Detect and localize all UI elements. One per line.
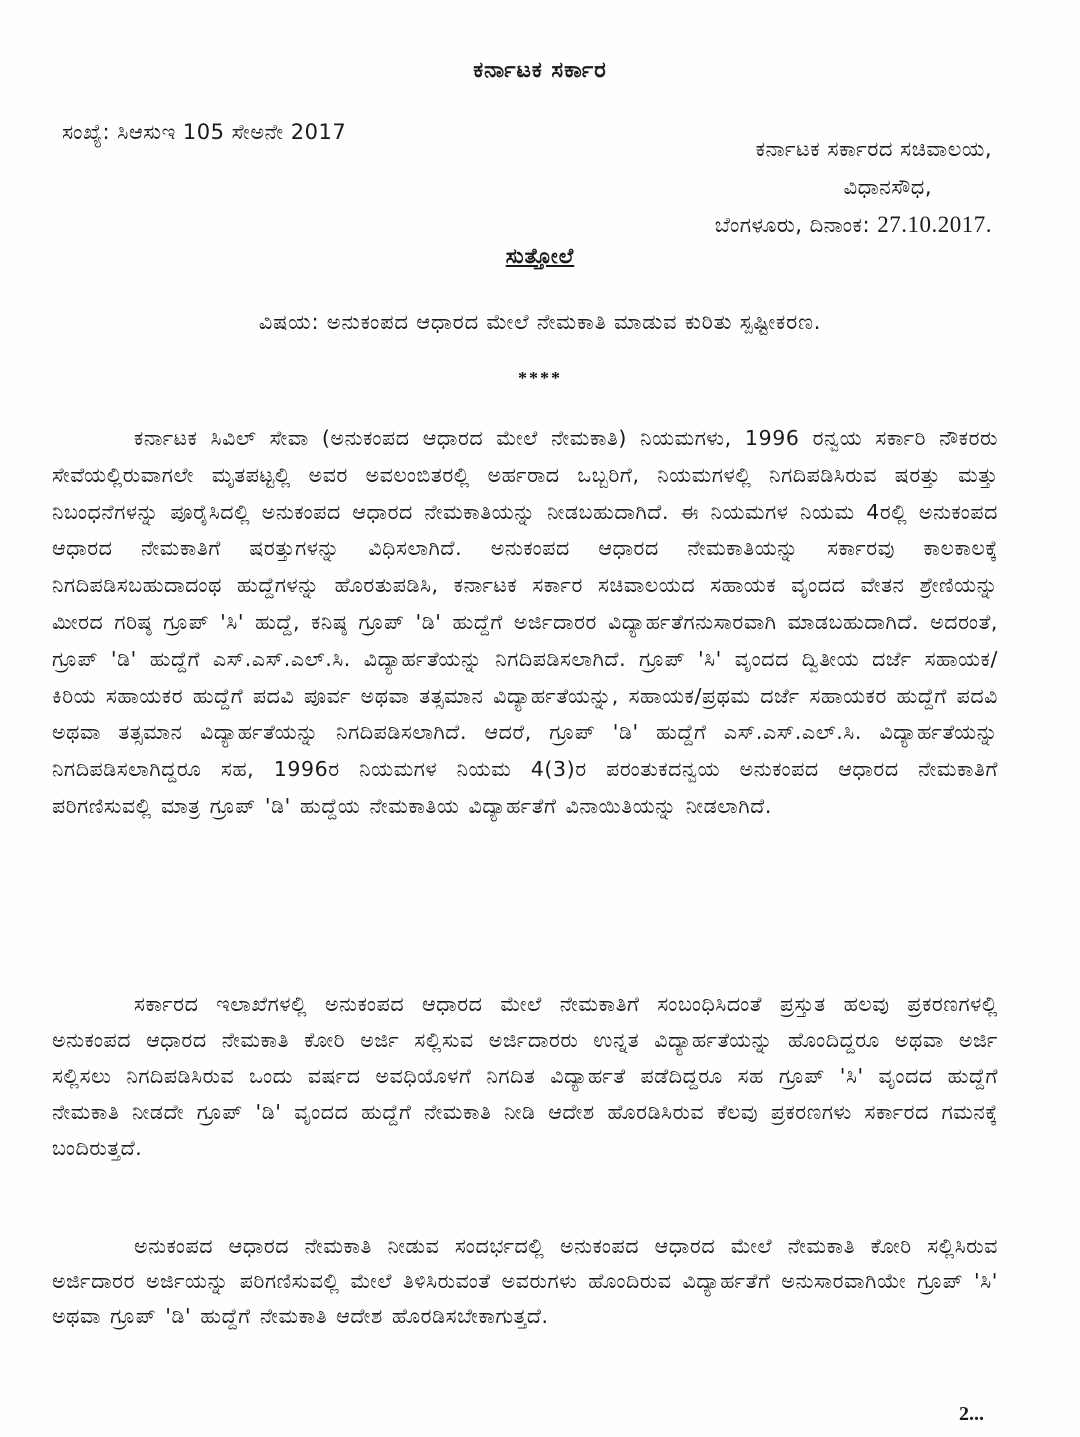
- government-heading: ಕರ್ನಾಟಕ ಸರ್ಕಾರ: [473, 58, 607, 83]
- section-separator: ****: [518, 368, 562, 388]
- body-paragraph-1: ಕರ್ನಾಟಕ ಸಿವಿಲ್ ಸೇವಾ (ಅನುಕಂಪದ ಆಧಾರದ ಮೇಲೆ ನೇಮಕಾತಿ) ನಿಯಮಗಳು, 1996 ರನ್ವಯ ಸರ್ಕಾರಿ ನೌಕರರು ಸೇವೆಯಲ್ಲಿರುವಾಗಲೇ ಮೃತಪಟ್ಟಲ್ಲಿ ಅವರ ಅವಲಂಬಿತರಲ್ಲಿ ಅರ್ಹರಾದ ಒಬ್ಬರಿಗೆ, ನಿಯಮಗಳಲ್ಲಿ ನಿಗದಿಪಡಿಸಿರುವ ಷರತ್ತು ಮತ್ತು ನಿಬಂಧನೆಗಳನ್ನು ಪೂರೈಸಿದಲ್ಲಿ ಅನುಕಂಪದ ಆಧಾರದ ನೇಮಕಾತಿಯನ್ನು ನೀಡಬಹುದಾಗಿದೆ. ಈ ನಿಯಮಗಳ ನಿಯಮ 4ರಲ್ಲಿ ಅನುಕಂಪದ ಆಧಾರದ ನೇಮಕಾತಿಗೆ ಷರತ್ತುಗಳನ್ನು ವಿಧಿಸಲಾಗಿದೆ. ಅನುಕಂಪದ ಆಧಾರದ ನೇಮಕಾತಿಯನ್ನು ಸರ್ಕಾರವು ಕಾಲಕಾಲಕ್ಕೆ ನಿಗದಿಪಡಿಸಬಹುದಾದಂಥ ಹುದ್ದೆಗಳನ್ನು ಹೊರತುಪಡಿಸಿ, ಕರ್ನಾಟಕ ಸರ್ಕಾರ ಸಚಿವಾಲಯದ ಸಹಾಯಕ ವೃಂದದ ವೇತನ ಶ್ರೇಣಿಯನ್ನು ಮೀರದ ಗರಿಷ್ಠ ಗ್ರೂಪ್ 'ಸಿ' ಹುದ್ದೆ, ಕನಿಷ್ಠ ಗ್ರೂಪ್ 'ಡಿ' ಹುದ್ದೆಗೆ ಅರ್ಜಿದಾರರ ವಿದ್ಯಾರ್ಹತೆಗನುಸಾರವಾಗಿ ಮಾಡಬಹುದಾಗಿದೆ. ಅದರಂತೆ, ಗ್ರೂಪ್ 'ಡಿ' ಹುದ್ದೆಗೆ ಎಸ್.ಎಸ್.ಎಲ್.ಸಿ. ವಿದ್ಯಾರ್ಹತೆಯನ್ನು ನಿಗದಿಪಡಿಸಲಾಗಿದೆ. ಗ್ರೂಪ್ 'ಸಿ' ವೃಂದದ ದ್ವಿತೀಯ ದರ್ಜೆ ಸಹಾಯಕ/ಕಿರಿಯ ಸಹಾಯಕರ ಹುದ್ದೆಗೆ ಪದವಿ ಪೂರ್ವ ಅಥವಾ ತತ್ಸಮಾನ ವಿದ್ಯಾರ್ಹತೆಯನ್ನು, ಸಹಾಯಕ/ಪ್ರಥಮ ದರ್ಜೆ ಸಹಾಯಕರ ಹುದ್ದೆಗೆ ಪದವಿ ಅಥವಾ ತತ್ಸಮಾನ ವಿದ್ಯಾರ್ಹತೆಯನ್ನು ನಿಗದಿಪಡಿಸಲಾಗಿದೆ. ಆದರೆ, ಗ್ರೂಪ್ 'ಡಿ' ಹುದ್ದೆಗೆ ಎಸ್.ಎಸ್.ಎಲ್.ಸಿ. ವಿದ್ಯಾರ್ಹತೆಯನ್ನು ನಿಗದಿಪಡಿಸಲಾಗಿದ್ದರೂ ಸಹ, 1996ರ ನಿಯಮಗಳ ನಿಯಮ 4(3)ರ ಪರಂತುಕದನ್ವಯ ಅನುಕಂಪದ ಆಧಾರದ ನೇಮಕಾತಿಗೆ ಪರಿಗಣಿಸುವಲ್ಲಿ ಮಾತ್ರ ಗ್ರೂಪ್ 'ಡಿ' ಹುದ್ದೆಯ ನೇಮಕಾತಿಯ ವಿದ್ಯಾರ್ಹತೆಗೆ ವಿನಾಯಿತಿಯನ್ನು ನೀಡಲಾಗಿದೆ.: [52, 426, 998, 818]
- body-paragraph-3: ಅನುಕಂಪದ ಆಧಾರದ ನೇಮಕಾತಿ ನೀಡುವ ಸಂದರ್ಭದಲ್ಲಿ ಅನುಕಂಪದ ಆಧಾರದ ಮೇಲೆ ನೇಮಕಾತಿ ಕೋರಿ ಸಲ್ಲಿಸಿರುವ ಅರ್ಜಿದಾರರ ಅರ್ಜಿಯನ್ನು ಪರಿಗಣಿಸುವಲ್ಲಿ ಮೇಲೆ ತಿಳಿಸಿರುವಂತೆ ಅವರುಗಳು ಹೊಂದಿರುವ ವಿದ್ಯಾರ್ಹತೆಗೆ ಅನುಸಾರವಾಗಿಯೇ ಗ್ರೂಪ್ 'ಸಿ' ಅಥವಾ ಗ್ರೂಪ್ 'ಡಿ' ಹುದ್ದೆಗೆ ನೇಮಕಾತಿ ಆದೇಶ ಹೊರಡಿಸಬೇಕಾಗುತ್ತದೆ.: [52, 1234, 998, 1328]
- subject-line: ವಿಷಯ: ಅನುಕಂಪದ ಆಧಾರದ ಮೇಲೆ ನೇಮಕಾತಿ ಮಾಡುವ ಕುರಿತು ಸ್ಪಷ್ಟೀಕರಣ.: [258, 310, 822, 334]
- circular-title: ಸುತ್ತೋಲೆ: [505, 244, 575, 268]
- date-label: ಬೆಂಗಳೂರು, ದಿನಾಂಕ:: [714, 213, 871, 237]
- office-address: [715, 130, 992, 244]
- reference-number: ಸಂಖ್ಯೆ: ಸಿಆಸುಇ 105 ಸೇಅನೇ 2017: [62, 120, 347, 144]
- address-line-date: [715, 206, 992, 244]
- address-line-secretariat: ಕರ್ನಾಟಕ ಸರ್ಕಾರದ ಸಚಿವಾಲಯ,: [755, 137, 992, 161]
- page-continuation-marker: 2...: [959, 1403, 984, 1425]
- address-line-vidhana-soudha: ವಿಧಾನಸೌಧ,: [843, 175, 932, 199]
- date-value: 27.10.2017.: [877, 212, 992, 237]
- body-paragraph-2: ಸರ್ಕಾರದ ಇಲಾಖೆಗಳಲ್ಲಿ ಅನುಕಂಪದ ಆಧಾರದ ಮೇಲೆ ನೇಮಕಾತಿಗೆ ಸಂಬಂಧಿಸಿದಂತೆ ಪ್ರಸ್ತುತ ಹಲವು ಪ್ರಕರಣಗಳಲ್ಲಿ ಅನುಕಂಪದ ಆಧಾರದ ನೇಮಕಾತಿ ಕೋರಿ ಅರ್ಜಿ ಸಲ್ಲಿಸುವ ಅರ್ಜಿದಾರರು ಉನ್ನತ ವಿದ್ಯಾರ್ಹತೆಯನ್ನು ಹೊಂದಿದ್ದರೂ ಅಥವಾ ಅರ್ಜಿ ಸಲ್ಲಿಸಲು ನಿಗದಿಪಡಿಸಿರುವ ಒಂದು ವರ್ಷದ ಅವಧಿಯೊಳಗೆ ನಿಗದಿತ ವಿದ್ಯಾರ್ಹತೆ ಪಡೆದಿದ್ದರೂ ಸಹ ಗ್ರೂಪ್ 'ಸಿ' ವೃಂದದ ಹುದ್ದೆಗೆ ನೇಮಕಾತಿ ನೀಡದೇ ಗ್ರೂಪ್ 'ಡಿ' ವೃಂದದ ಹುದ್ದೆಗೆ ನೇಮಕಾತಿ ನೀಡಿ ಆದೇಶ ಹೊರಡಿಸಿರುವ ಕೆಲವು ಪ್ರಕರಣಗಳು ಸರ್ಕಾರದ ಗಮನಕ್ಕೆ ಬಂದಿರುತ್ತದೆ.: [52, 992, 998, 1160]
